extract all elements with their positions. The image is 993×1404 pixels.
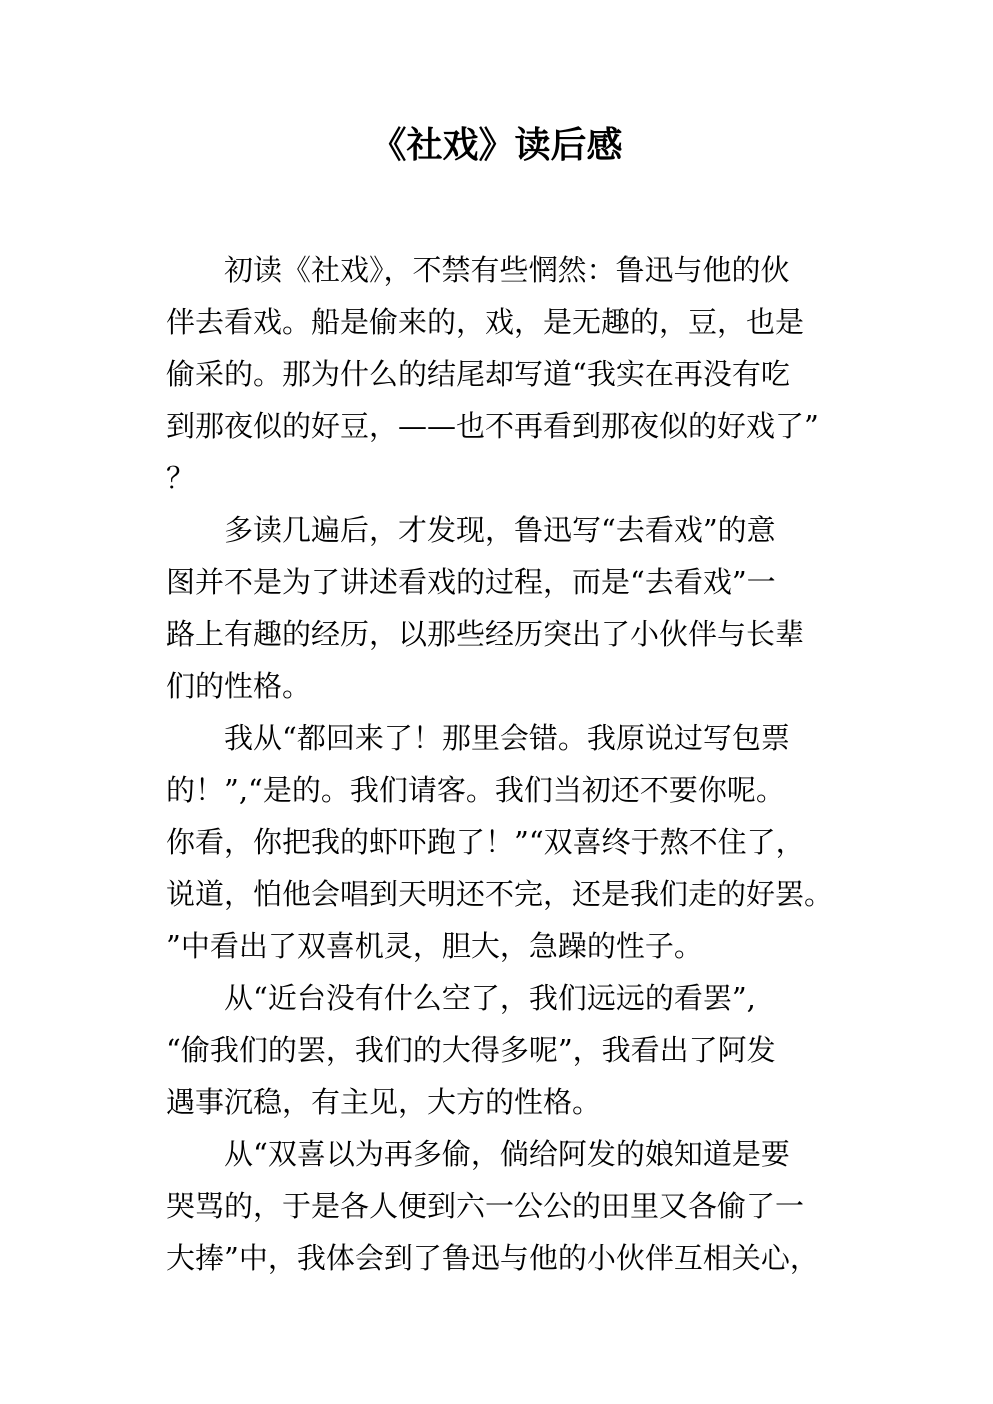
text-line: ”中看出了双喜机灵，胆大，急躁的性子。: [166, 929, 703, 963]
text-line: 从“双喜以为再多偷，倘给阿发的娘知道是要: [224, 1137, 790, 1171]
text-line: 伴去看戏。船是偷来的，戏，是无趣的，豆，也是: [166, 305, 805, 339]
document-body: [166, 244, 846, 1284]
text-line: 说道，怕他会唱到天明还不完，还是我们走的好罢。: [166, 877, 834, 911]
text-line: “偷我们的罢，我们的大得多呢”，我看出了阿发: [166, 1033, 776, 1067]
text-line: 从“近台没有什么空了，我们远远的看罢”,: [224, 981, 756, 1015]
paragraph-3: [166, 712, 846, 972]
text-line: 多读几遍后，才发现，鲁迅写“去看戏”的意: [224, 513, 776, 547]
text-line: 到那夜似的好豆，——也不再看到那夜似的好戏了”: [166, 409, 819, 443]
text-line: 你看，你把我的虾吓跑了！”“双喜终于熬不住了，: [166, 825, 805, 859]
text-line: 偷采的。那为什么的结尾却写道“我实在再没有吃: [166, 357, 790, 391]
text-line: 大捧”中，我体会到了鲁迅与他的小伙伴互相关心，: [166, 1241, 819, 1275]
text-line: 路上有趣的经历，以那些经历突出了小伙伴与长辈: [166, 617, 805, 651]
document-title: 《社戏》读后感: [370, 125, 623, 166]
paragraph-2: [166, 504, 846, 712]
text-line: 遇事沉稳，有主见，大方的性格。: [166, 1085, 602, 1119]
text-line: 我从“都回来了！那里会错。我原说过写包票: [224, 721, 790, 755]
text-line: 图并不是为了讲述看戏的过程，而是“去看戏”一: [166, 565, 776, 599]
paragraph-1: [166, 244, 846, 504]
text-line: 初读《社戏》，不禁有些惘然：鲁迅与他的伙: [224, 253, 790, 287]
text-line: 哭骂的，于是各人便到六一公公的田里又各偷了一: [166, 1189, 805, 1223]
paragraph-5: [166, 1128, 846, 1284]
text-line: ？: [166, 461, 196, 495]
text-line: 的！”,“是的。我们请客。我们当初还不要你呢。: [166, 773, 785, 807]
text-line: 们的性格。: [166, 669, 312, 703]
paragraph-4: [166, 972, 846, 1128]
